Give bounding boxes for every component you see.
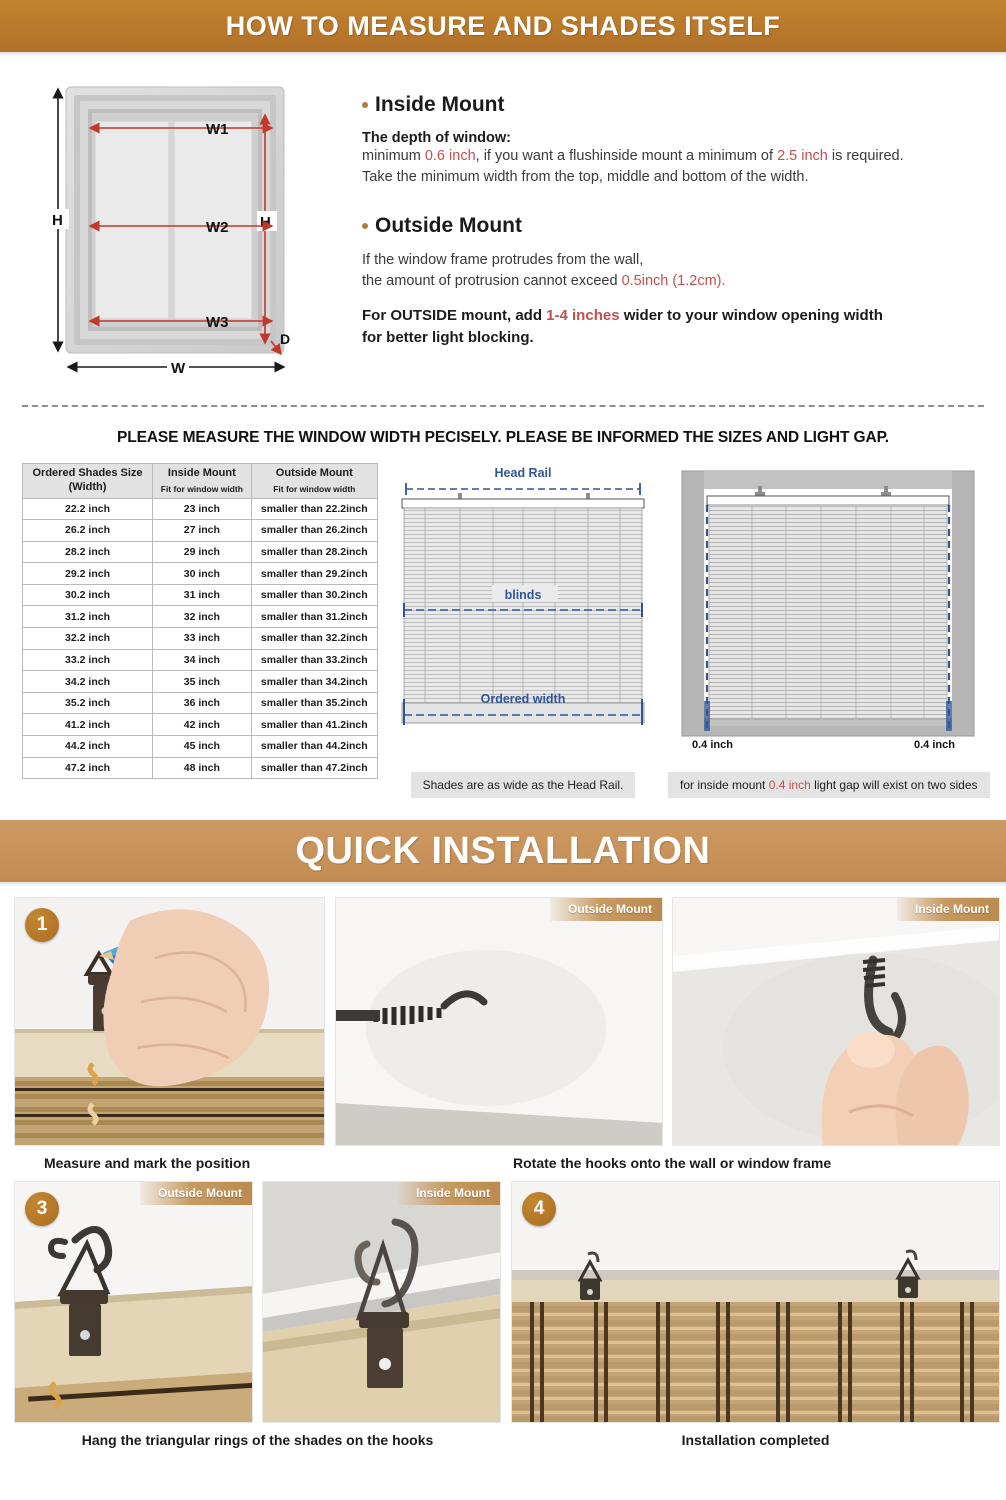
table-head xyxy=(23,464,378,499)
table-cell-inside: 35 inch xyxy=(153,671,252,693)
table-cell-outside: smaller than 26.2inch xyxy=(251,520,377,542)
table-cell-inside: 29 inch xyxy=(153,541,252,563)
light-gap-caption xyxy=(668,772,990,798)
outside-mount-line-4: for better light blocking. xyxy=(362,328,534,346)
table-cell-ordered: 34.2 inch xyxy=(23,671,153,693)
step-3-photo-inside xyxy=(262,1181,501,1423)
table-cell-inside: 42 inch xyxy=(153,714,252,736)
svg-text:H: H xyxy=(260,214,271,231)
size-table-wrap xyxy=(22,463,378,779)
window-measure-diagram xyxy=(22,71,342,391)
table-cell-ordered: 47.2 inch xyxy=(23,757,153,779)
table-row xyxy=(23,757,378,779)
table-cell-outside: smaller than 33.2inch xyxy=(251,649,377,671)
table-cell-outside: smaller than 31.2inch xyxy=(251,606,377,628)
light-gap-diagram xyxy=(676,463,982,764)
steps-row-2 xyxy=(14,1181,992,1448)
table-cell-outside: smaller than 28.2inch xyxy=(251,541,377,563)
table-cell-inside: 45 inch xyxy=(153,736,252,758)
table-cell-ordered: 30.2 inch xyxy=(23,584,153,606)
im-value-min-depth: 0.6 inch xyxy=(424,148,476,164)
install-title-text: QUICK INSTALLATION xyxy=(295,829,711,872)
table-cell-outside: smaller than 22.2inch xyxy=(251,498,377,520)
table-cell-inside: 33 inch xyxy=(153,628,252,650)
table-cell-outside: smaller than 44.2inch xyxy=(251,736,377,758)
outside-mount-line-1: If the window frame protrudes from the wall, xyxy=(362,252,644,269)
step-1 xyxy=(14,897,325,1171)
om-l3-b: wider to your window opening width xyxy=(619,307,883,325)
inside-mount-title xyxy=(362,93,986,117)
head-rail-caption: Shades are as wide as the Head Rail. xyxy=(411,772,636,798)
table-cell-outside: smaller than 41.2inch xyxy=(251,714,377,736)
table-cell-ordered: 32.2 inch xyxy=(23,628,153,650)
table-row xyxy=(23,714,378,736)
om-value-protrusion: 0.5inch (1.2cm). xyxy=(621,273,726,290)
table-cell-inside: 48 inch xyxy=(153,757,252,779)
table-body xyxy=(23,498,378,779)
measure-notice: PLEASE MEASURE THE WINDOW WIDTH PECISELY. PLEASE BE INFORMED THE SIZES AND LIGHT GAP. xyxy=(116,429,890,446)
inside-mount-line-1 xyxy=(362,146,986,167)
table-cell-inside: 36 inch xyxy=(153,692,252,714)
table-cell-outside: smaller than 29.2inch xyxy=(251,563,377,585)
table-row xyxy=(23,671,378,693)
svg-text:H: H xyxy=(52,212,63,229)
col-outside-mount xyxy=(251,464,377,499)
table-cell-inside: 23 inch xyxy=(153,498,252,520)
table-cell-outside: smaller than 30.2inch xyxy=(251,584,377,606)
step-3-caption: Hang the triangular rings of the shades on the hooks xyxy=(81,1432,434,1448)
svg-text:W2: W2 xyxy=(206,219,229,236)
table-cell-inside: 27 inch xyxy=(153,520,252,542)
svg-text:0.4 inch: 0.4 inch xyxy=(913,739,955,751)
head-rail-diagram xyxy=(392,463,654,764)
col-ordered-size xyxy=(23,464,153,499)
page-title-measure xyxy=(0,0,1006,52)
col-outside-mount-main: Outside Mount xyxy=(275,467,353,480)
ordered-sizes-table xyxy=(22,463,378,779)
svg-text:W3: W3 xyxy=(206,314,229,331)
svg-text:W1: W1 xyxy=(206,121,229,138)
gap-cap-a: for inside mount xyxy=(680,778,769,792)
table-header-row xyxy=(23,464,378,499)
step-3-badge: 3 xyxy=(25,1192,59,1226)
table-cell-ordered: 31.2 inch xyxy=(23,606,153,628)
step-1-photo xyxy=(14,897,325,1146)
inside-mount-block xyxy=(362,93,986,188)
table-cell-ordered: 44.2 inch xyxy=(23,736,153,758)
table-cell-outside: smaller than 47.2inch xyxy=(251,757,377,779)
step-4-caption: Installation completed xyxy=(681,1432,830,1448)
head-rail-diagram-col xyxy=(392,463,654,798)
table-row xyxy=(23,692,378,714)
svg-text:D: D xyxy=(280,331,291,347)
inside-mount-title-text: Inside Mount xyxy=(375,93,505,116)
step-1-caption: Measure and mark the position xyxy=(44,1155,251,1171)
gap-cap-value: 0.4 inch xyxy=(768,778,811,792)
om-l3-a: For OUTSIDE mount, add xyxy=(362,307,547,325)
om-value-extra-width: 1-4 inches xyxy=(546,307,620,325)
svg-text:W: W xyxy=(171,360,186,377)
measure-title-text: HOW TO MEASURE AND SHADES ITSELF xyxy=(225,10,781,41)
step-3-tag-inside: Inside Mount xyxy=(398,1182,500,1205)
col-ordered-size-second: (Width) xyxy=(68,480,107,493)
col-inside-mount-main: Inside Mount xyxy=(167,467,236,480)
outside-mount-line-3 xyxy=(362,305,986,327)
col-inside-mount-sub: Fit for window width xyxy=(160,483,243,494)
table-row xyxy=(23,520,378,542)
outside-mount-title-text: Outside Mount xyxy=(375,214,522,238)
table-row xyxy=(23,606,378,628)
table-cell-inside: 34 inch xyxy=(153,649,252,671)
step-4 xyxy=(511,1181,1000,1448)
svg-text:Head Rail: Head Rail xyxy=(494,466,552,480)
table-row xyxy=(23,498,378,520)
im-l1-c: is required. xyxy=(827,148,904,164)
bullet-dot-icon xyxy=(362,223,368,229)
outside-mount-block xyxy=(362,214,986,349)
table-cell-inside: 32 inch xyxy=(153,606,252,628)
inside-mount-line-2: Take the minimum width from the top, middle and bottom of the width. xyxy=(362,169,809,186)
step-2-photo-inside xyxy=(672,897,1000,1146)
table-cell-ordered: 41.2 inch xyxy=(23,714,153,736)
step-3-photo-outside xyxy=(14,1181,253,1423)
im-l1-b: , if you want a flushinside mount a minimum of xyxy=(475,148,778,164)
table-cell-ordered: 28.2 inch xyxy=(23,541,153,563)
step-3-tag-outside: Outside Mount xyxy=(140,1182,252,1205)
installation-steps xyxy=(0,887,1006,1448)
table-row xyxy=(23,649,378,671)
table-row xyxy=(23,563,378,585)
om-l2-a: the amount of protrusion cannot exceed xyxy=(362,273,622,290)
measure-section xyxy=(0,57,1006,391)
table-row xyxy=(23,736,378,758)
step-4-photo xyxy=(511,1181,1000,1423)
table-row xyxy=(23,541,378,563)
steps-row-1 xyxy=(14,897,992,1171)
step-1-badge: 1 xyxy=(25,908,59,942)
light-gap-diagram-col xyxy=(668,463,990,798)
mount-instructions xyxy=(342,71,986,391)
table-cell-ordered: 22.2 inch xyxy=(23,498,153,520)
table-cell-outside: smaller than 34.2inch xyxy=(251,671,377,693)
outside-mount-title xyxy=(362,214,986,238)
col-outside-mount-sub: Fit for window width xyxy=(273,483,356,494)
svg-text:Ordered width: Ordered width xyxy=(480,692,566,706)
table-cell-outside: smaller than 35.2inch xyxy=(251,692,377,714)
inside-mount-subtitle: The depth of window: xyxy=(362,130,512,146)
outside-mount-line-2 xyxy=(362,271,986,292)
step-2 xyxy=(335,897,1000,1171)
step-4-badge: 4 xyxy=(522,1192,556,1226)
step-2-tag-outside: Outside Mount xyxy=(550,898,662,921)
table-row xyxy=(23,628,378,650)
table-cell-ordered: 29.2 inch xyxy=(23,563,153,585)
table-cell-ordered: 26.2 inch xyxy=(23,520,153,542)
table-cell-ordered: 35.2 inch xyxy=(23,692,153,714)
sizes-and-diagrams xyxy=(0,463,1006,798)
bullet-dot-icon xyxy=(362,102,368,108)
page-title-install xyxy=(0,820,1006,882)
table-cell-inside: 30 inch xyxy=(153,563,252,585)
svg-text:blinds: blinds xyxy=(504,588,542,602)
im-l1-a: minimum xyxy=(362,148,425,164)
im-value-flush-depth: 2.5 inch xyxy=(777,148,828,164)
step-2-photo-outside xyxy=(335,897,663,1146)
svg-text:0.4 inch: 0.4 inch xyxy=(691,739,733,751)
table-cell-outside: smaller than 32.2inch xyxy=(251,628,377,650)
step-2-caption: Rotate the hooks onto the wall or window frame xyxy=(513,1155,832,1171)
col-inside-mount xyxy=(153,464,252,499)
table-cell-inside: 31 inch xyxy=(153,584,252,606)
gap-cap-b: light gap will exist on two sides xyxy=(810,778,978,792)
table-row xyxy=(23,584,378,606)
step-2-tag-inside: Inside Mount xyxy=(897,898,999,921)
table-cell-ordered: 33.2 inch xyxy=(23,649,153,671)
col-ordered-size-main: Ordered Shades Size xyxy=(32,467,143,479)
step-3 xyxy=(14,1181,501,1448)
